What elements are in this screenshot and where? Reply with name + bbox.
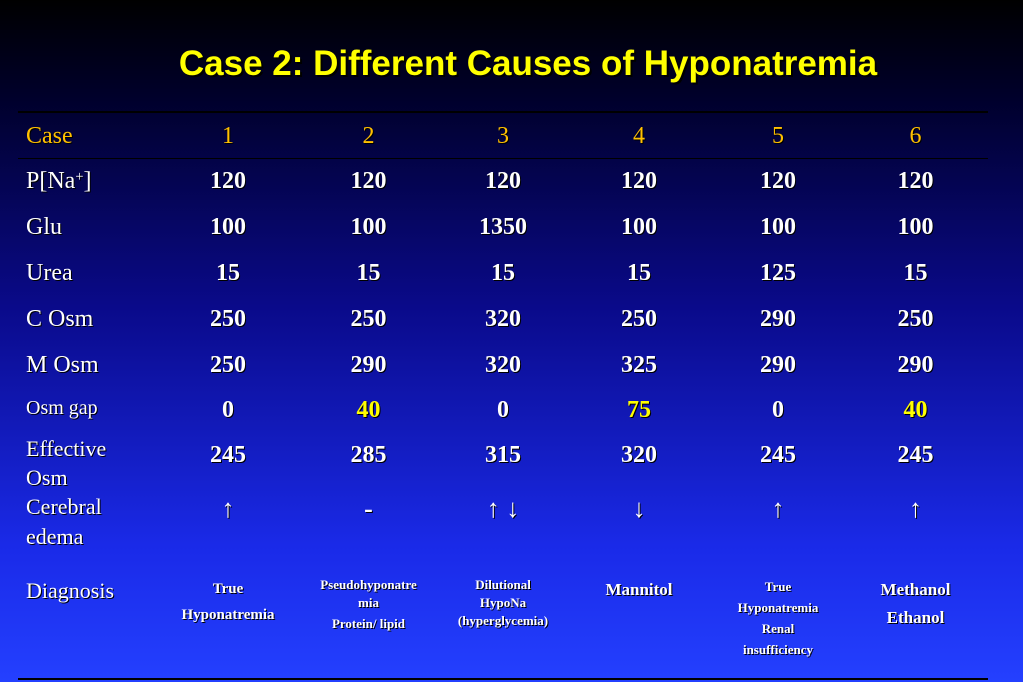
row-label-diagnosis: Diagnosis <box>26 578 114 603</box>
row-label-calculated-osm: C Osm <box>26 306 94 332</box>
table-cell: 250 <box>210 352 246 378</box>
row-label-effective-osm-line2: Osm <box>26 465 68 490</box>
table-cell: 0 <box>497 397 509 423</box>
diagnosis-text: Protein/ lipid <box>331 616 406 631</box>
arrow-down-icon: ↓ <box>632 494 646 523</box>
row-label-measured-osm: M Osm <box>26 352 99 378</box>
diagnosis-text: True <box>764 579 792 594</box>
row-measured-osm <box>18 342 988 388</box>
table-cell: 315 <box>485 442 521 468</box>
diagnosis-cell-2 <box>296 572 441 672</box>
diagnosis-text: HypoNa <box>479 595 527 610</box>
table-cell: 290 <box>897 352 934 378</box>
diagnosis-cell-4 <box>565 572 713 672</box>
table-bottom-rule <box>18 678 988 680</box>
row-effective-osm <box>18 432 988 492</box>
table-cell: 15 <box>627 260 651 286</box>
table-cell: 320 <box>485 306 521 332</box>
table-cell: 15 <box>491 260 515 286</box>
table-cell: 245 <box>210 442 246 468</box>
table-cell: 100 <box>621 214 657 240</box>
row-label-effective-osm <box>18 432 160 492</box>
table-cell: 245 <box>760 442 796 468</box>
row-label-sodium <box>18 158 160 204</box>
header-case-6: 6 <box>909 123 922 149</box>
table-cell: 100 <box>760 214 796 240</box>
table-cell: 290 <box>350 352 387 378</box>
row-label-urea: Urea <box>26 260 73 286</box>
row-label-cerebral-edema-line2: edema <box>26 524 84 549</box>
diagnosis-text: Pseudohyponatre <box>320 577 417 592</box>
diagnosis-text: mia <box>358 595 379 610</box>
diagnosis-cell-5 <box>713 572 843 672</box>
table-cell: 290 <box>760 352 796 378</box>
table-cell: 100 <box>210 214 246 240</box>
diagnosis-cell-6 <box>843 572 988 672</box>
slide-title: Case 2: Different Causes of Hyponatremia <box>178 44 878 83</box>
diagnosis-text: True <box>212 581 244 597</box>
table-cell: 250 <box>350 306 387 332</box>
table-cell: 320 <box>485 352 521 378</box>
row-calculated-osm <box>18 296 988 342</box>
row-label-sodium-main: P[Na <box>26 168 76 194</box>
table-cell: 100 <box>350 214 387 240</box>
header-case-3: 3 <box>497 123 509 149</box>
diagnosis-text: Mannitol <box>605 580 673 599</box>
row-label-cerebral-edema <box>18 492 160 572</box>
header-case-4: 4 <box>633 123 645 149</box>
table-header-row <box>18 114 988 158</box>
arrow-up-down-icon: ↑ ↓ <box>486 494 520 523</box>
table-cell: 120 <box>760 168 796 194</box>
row-label-sodium-end: ] <box>83 168 92 194</box>
row-label-effective-osm-line1: Effective <box>26 436 107 461</box>
header-label-case: Case <box>26 123 73 149</box>
table-cell: 15 <box>903 260 928 286</box>
row-sodium <box>18 158 988 204</box>
table-cell-highlight: 40 <box>356 397 381 423</box>
table-cell: 120 <box>485 168 521 194</box>
dash-indicator: - <box>364 494 373 523</box>
table-cell: 320 <box>621 442 657 468</box>
table-cell: 125 <box>760 260 796 286</box>
row-urea <box>18 250 988 296</box>
row-label-osm-gap: Osm gap <box>26 397 98 419</box>
arrow-up-icon: ↑ <box>909 494 922 523</box>
diagnosis-text: Hyponatremia <box>737 600 819 615</box>
table-cell-highlight: 40 <box>903 397 928 423</box>
row-label-glucose: Glu <box>26 214 62 240</box>
table-cell: 325 <box>621 352 657 378</box>
diagnosis-text: Ethanol <box>886 608 945 627</box>
table-cell: 0 <box>772 397 784 423</box>
table-cell: 250 <box>210 306 246 332</box>
table-cell: 250 <box>621 306 657 332</box>
arrow-up-icon: ↑ <box>221 494 235 523</box>
table-cell-highlight: 75 <box>627 397 651 423</box>
table-cell: 0 <box>222 397 234 423</box>
hyponatremia-table <box>18 114 988 672</box>
diagnosis-text: Renal <box>761 621 795 636</box>
table-cell: 120 <box>897 168 934 194</box>
diagnosis-text: insufficiency <box>742 642 814 657</box>
header-case-5: 5 <box>772 123 784 149</box>
arrow-up-icon: ↑ <box>771 494 785 523</box>
header-case-2: 2 <box>362 123 375 149</box>
row-osm-gap <box>18 388 988 432</box>
row-label-sodium-sup: + <box>75 169 84 185</box>
row-diagnosis <box>18 572 988 672</box>
diagnosis-text: Hyponatremia <box>181 607 275 623</box>
table-cell: 285 <box>350 442 387 468</box>
diagnosis-text: (hyperglycemia) <box>457 613 549 628</box>
table-cell: 120 <box>621 168 657 194</box>
table-top-rule <box>18 111 988 113</box>
diagnosis-text: Methanol <box>880 580 951 599</box>
diagnosis-text: Dilutional <box>475 577 531 592</box>
row-cerebral-edema <box>18 492 988 572</box>
table-cell: 120 <box>210 168 246 194</box>
header-case-1: 1 <box>222 123 234 149</box>
table-cell: 250 <box>897 306 934 332</box>
diagnosis-cell-1 <box>160 572 296 672</box>
row-label-cerebral-edema-line1: Cerebral <box>26 494 102 519</box>
table-cell: 15 <box>216 260 240 286</box>
table-cell: 290 <box>760 306 796 332</box>
row-glucose <box>18 204 988 250</box>
table-cell: 15 <box>356 260 381 286</box>
table-cell: 245 <box>897 442 934 468</box>
diagnosis-cell-3 <box>441 572 565 672</box>
table-cell: 100 <box>897 214 934 240</box>
table-cell: 1350 <box>479 214 527 240</box>
table-cell: 120 <box>350 168 387 194</box>
